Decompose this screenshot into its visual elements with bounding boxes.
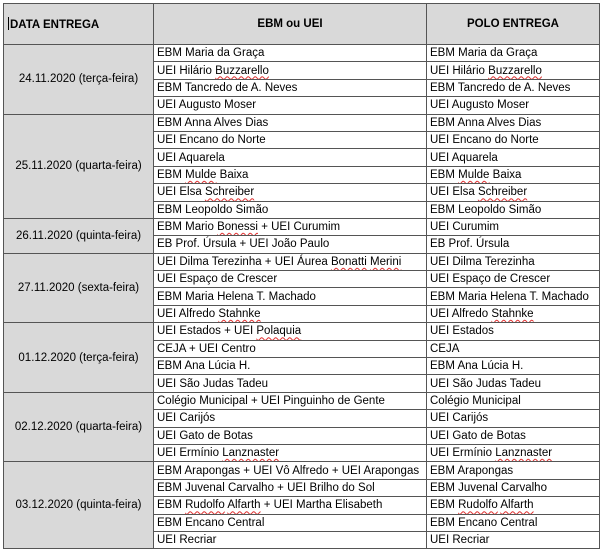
cell-text: UEI Elsa: [430, 186, 478, 199]
misspelled-word: Lanznaster: [222, 447, 280, 460]
unit-cell[interactable]: [154, 410, 427, 427]
unit-cell[interactable]: [154, 479, 427, 496]
cell-text: EBM Leopoldo Simão: [157, 203, 269, 216]
cell-text: UEI Alfredo: [430, 308, 492, 321]
polo-cell[interactable]: [427, 236, 600, 253]
polo-cell[interactable]: [427, 62, 600, 79]
table-row: [4, 253, 600, 270]
cell-text: EBM Leopoldo Simão: [430, 203, 542, 216]
unit-cell[interactable]: [154, 497, 427, 514]
polo-cell[interactable]: [427, 253, 600, 270]
unit-cell[interactable]: [154, 375, 427, 392]
polo-cell[interactable]: [427, 288, 600, 305]
cell-text: UEI Carijós: [157, 412, 216, 425]
cell-text: UEI Curumim: [430, 221, 500, 234]
table-row: [4, 392, 600, 409]
unit-cell[interactable]: [154, 531, 427, 548]
misspelled-word: Buzzarello: [488, 64, 542, 77]
unit-cell[interactable]: [154, 79, 427, 96]
cell-text: UEI Aquarela: [157, 151, 225, 164]
cell-text: EBM: [430, 168, 459, 181]
cell-text: Baixa: [489, 168, 522, 181]
polo-cell[interactable]: [427, 514, 600, 531]
cell-text: EBM Anna Alves Dias: [157, 116, 269, 129]
polo-cell[interactable]: [427, 166, 600, 183]
cell-text: EBM Ana Lúcia H.: [157, 360, 251, 373]
cell-text: EBM: [157, 499, 186, 512]
cell-text: UEI Dilma Terezinha: [430, 255, 535, 268]
header-polo[interactable]: [427, 4, 600, 45]
unit-cell[interactable]: [154, 288, 427, 305]
delivery-schedule-table: [3, 3, 600, 549]
polo-cell[interactable]: [427, 358, 600, 375]
polo-cell[interactable]: [427, 184, 600, 201]
cell-text: UEI Gato de Botas: [430, 429, 526, 442]
polo-cell[interactable]: [427, 531, 600, 548]
polo-cell[interactable]: [427, 79, 600, 96]
cell-text: EBM Maria da Graça: [157, 47, 265, 60]
cell-text: UEI Augusto Moser: [430, 99, 530, 112]
cell-text: EBM: [430, 499, 459, 512]
unit-cell[interactable]: [154, 62, 427, 79]
polo-cell[interactable]: [427, 497, 600, 514]
polo-cell[interactable]: [427, 271, 600, 288]
header-unit-label: EBM ou UEI: [257, 18, 323, 30]
cell-text: UEI Hilário: [430, 64, 489, 77]
cell-text: + UEI Curumim: [258, 221, 341, 234]
cell-text: Colégio Municipal: [430, 395, 521, 407]
misspelled-word: Mulde: [458, 168, 490, 181]
polo-cell[interactable]: [427, 218, 600, 235]
polo-cell[interactable]: [427, 462, 600, 479]
polo-cell[interactable]: [427, 392, 600, 409]
misspelled-word: Mulde: [185, 168, 217, 181]
unit-cell[interactable]: [154, 462, 427, 479]
polo-cell[interactable]: [427, 410, 600, 427]
delivery-date-cell[interactable]: 24.11.2020 (terça-feira): [4, 45, 154, 115]
cell-text: EBM Maria da Graça: [430, 47, 538, 60]
cell-text: EBM Mario: [157, 221, 218, 234]
delivery-date-cell[interactable]: 27.11.2020 (sexta-feira): [4, 253, 154, 323]
misspelled-word: Alfarth: [227, 499, 261, 512]
cell-text: EBM: [157, 168, 186, 181]
misspelled-word: Buzzarello: [215, 64, 269, 77]
cell-text: UEI São Judas Tadeu: [430, 377, 542, 390]
cell-text: Colégio Municipal + UEI Pinguinho de Gente: [157, 395, 385, 407]
unit-cell[interactable]: [154, 323, 427, 340]
delivery-date-cell[interactable]: 02.12.2020 (quarta-feira): [4, 392, 154, 462]
cell-text: UEI Dilma Terezinha + UEI Áurea: [157, 255, 331, 268]
misspelled-word: Schreiber: [204, 186, 255, 199]
table-row: [4, 218, 600, 235]
polo-cell[interactable]: [427, 323, 600, 340]
unit-cell[interactable]: [154, 358, 427, 375]
header-row: [4, 4, 600, 45]
unit-cell[interactable]: [154, 444, 427, 461]
table-row: [4, 114, 600, 131]
polo-cell[interactable]: [427, 427, 600, 444]
misspelled-word: Bonessi: [217, 221, 258, 234]
misspelled-word: Bonatti: [330, 255, 367, 268]
cell-text: EBM Maria Helena T. Machado: [157, 290, 316, 303]
polo-cell[interactable]: [427, 340, 600, 357]
cell-text: UEI Gato de Botas: [157, 429, 253, 442]
unit-cell[interactable]: [154, 201, 427, 218]
unit-cell[interactable]: [154, 149, 427, 166]
cell-text: UEI Augusto Moser: [157, 99, 257, 112]
cell-text: UEI Estados: [430, 325, 494, 338]
polo-cell[interactable]: [427, 444, 600, 461]
polo-cell[interactable]: [427, 149, 600, 166]
header-date-label: DATA ENTREGA: [10, 19, 100, 31]
misspelled-word: Polaquia: [256, 325, 302, 338]
polo-cell[interactable]: [427, 131, 600, 148]
table-row: [4, 462, 600, 479]
cell-text: EBM Arapongas + UEI Vô Alfredo + UEI Arapongas: [157, 464, 420, 477]
cell-text: UEI Ermínio: [157, 447, 223, 460]
unit-cell[interactable]: [154, 514, 427, 531]
delivery-date-cell[interactable]: 25.11.2020 (quarta-feira): [4, 114, 154, 218]
cell-text: UEI Encano do Norte: [157, 134, 266, 147]
polo-cell[interactable]: [427, 201, 600, 218]
cell-text: EBM Maria Helena T. Machado: [430, 290, 589, 303]
cell-text: UEI Elsa: [157, 186, 205, 199]
misspelled-word: Rudolfo: [185, 499, 225, 512]
table-row: [4, 323, 600, 340]
polo-cell[interactable]: [427, 479, 600, 496]
cell-text: UEI Aquarela: [430, 151, 498, 164]
unit-cell[interactable]: [154, 253, 427, 270]
cell-text: CEJA + UEI Centro: [157, 342, 256, 355]
cell-text: EBM Tancredo de A. Neves: [157, 81, 298, 94]
cell-text: EBM Tancredo de A. Neves: [430, 81, 571, 94]
unit-cell[interactable]: [154, 392, 427, 409]
table-body: [4, 45, 600, 549]
misspelled-word: Stahnke: [218, 308, 261, 321]
cell-text: UEI Espaço de Crescer: [430, 273, 551, 286]
text-cursor: [8, 17, 9, 30]
polo-cell[interactable]: [427, 45, 600, 62]
cell-text: UEI São Judas Tadeu: [157, 377, 269, 390]
header-date[interactable]: [4, 4, 154, 45]
misspelled-word: Alfarth: [500, 499, 534, 512]
polo-cell[interactable]: [427, 97, 600, 114]
unit-cell[interactable]: [154, 131, 427, 148]
unit-cell[interactable]: [154, 427, 427, 444]
cell-text: EB Prof. Úrsula: [430, 238, 510, 251]
cell-text: EBM Juvenal Carvalho: [430, 481, 547, 494]
unit-cell[interactable]: [154, 45, 427, 62]
cell-text: UEI Alfredo: [157, 308, 219, 321]
header-unit[interactable]: [154, 4, 427, 45]
cell-text: EBM Arapongas: [430, 464, 514, 477]
cell-text: EBM Ana Lúcia H.: [430, 360, 524, 373]
cell-text: UEI Hilário: [157, 64, 216, 77]
polo-cell[interactable]: [427, 375, 600, 392]
misspelled-word: Rudolfo: [458, 499, 498, 512]
cell-text: EB Prof. Úrsula + UEI João Paulo: [157, 238, 330, 251]
cell-text: UEI Recriar: [157, 534, 217, 547]
cell-text: UEI Estados + UEI: [157, 325, 257, 338]
unit-cell[interactable]: [154, 340, 427, 357]
cell-text: + UEI Martha Elisabeth: [260, 499, 383, 512]
delivery-date-cell[interactable]: 26.11.2020 (quinta-feira): [4, 218, 154, 253]
cell-text: CEJA: [430, 342, 460, 355]
cell-text: UEI Carijós: [430, 412, 489, 425]
cell-text: UEI Encano do Norte: [430, 134, 539, 147]
table-row: [4, 45, 600, 62]
unit-cell[interactable]: [154, 236, 427, 253]
cell-text: UEI Espaço de Crescer: [157, 273, 278, 286]
polo-cell[interactable]: [427, 305, 600, 322]
unit-cell[interactable]: [154, 305, 427, 322]
unit-cell[interactable]: [154, 166, 427, 183]
misspelled-word: Stahnke: [491, 308, 534, 321]
cell-text: EBM Encano Central: [430, 516, 538, 529]
cell-text: UEI Ermínio: [430, 447, 496, 460]
unit-cell[interactable]: [154, 184, 427, 201]
unit-cell[interactable]: [154, 271, 427, 288]
cell-text: EBM Encano Central: [157, 516, 265, 529]
delivery-date-cell[interactable]: 03.12.2020 (quinta-feira): [4, 462, 154, 549]
misspelled-word: Merini: [369, 255, 402, 268]
header-polo-label: POLO ENTREGA: [466, 18, 559, 30]
cell-text: EBM Anna Alves Dias: [430, 116, 542, 129]
unit-cell[interactable]: [154, 97, 427, 114]
unit-cell[interactable]: [154, 114, 427, 131]
misspelled-word: Lanznaster: [495, 447, 553, 460]
cell-text: UEI Recriar: [430, 534, 490, 547]
cell-text: EBM Juvenal Carvalho + UEI Brilho do Sol: [157, 481, 375, 494]
polo-cell[interactable]: [427, 114, 600, 131]
delivery-date-cell[interactable]: 01.12.2020 (terça-feira): [4, 323, 154, 393]
cell-text: Baixa: [216, 168, 249, 181]
misspelled-word: Schreiber: [477, 186, 528, 199]
unit-cell[interactable]: [154, 218, 427, 235]
